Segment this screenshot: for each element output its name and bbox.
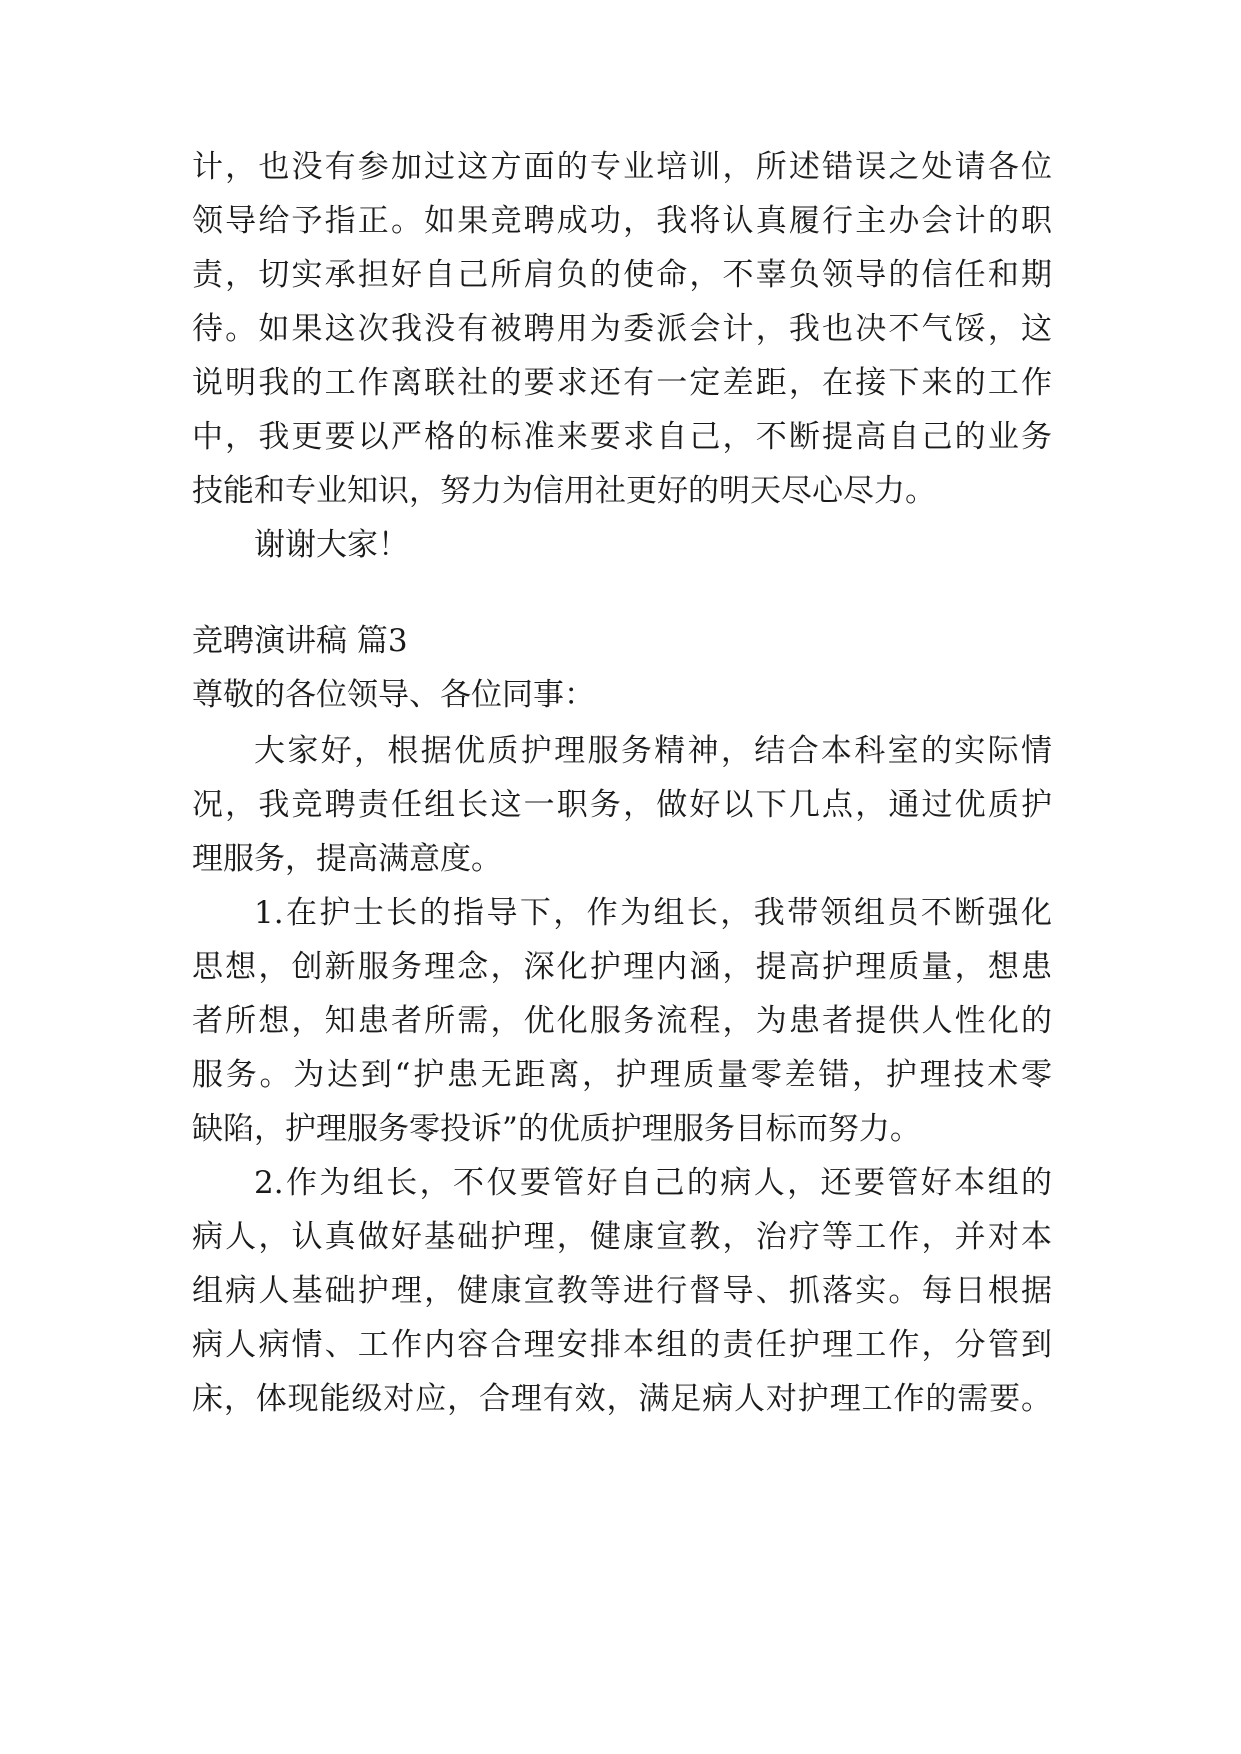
list-item-2-line-2: 病人，认真做好基础护理，健康宣教，治疗等工作，并对本 (192, 1219, 1052, 1255)
paragraph-line-6: 中，我更要以严格的标准来要求自己，不断提高自己的业务 (192, 419, 1052, 455)
paragraph-line-7: 技能和专业知识，努力为信用社更好的明天尽心尽力。 (192, 473, 936, 509)
list-item-1-line-5: 缺陷，护理服务零投诉”的优质护理服务目标而努力。 (192, 1111, 921, 1147)
paragraph-line-2: 领导给予指正。如果竞聘成功，我将认真履行主办会计的职 (192, 203, 1052, 239)
list-item-1-line-4: 服务。为达到“护患无距离，护理质量零差错，护理技术零 (192, 1057, 1052, 1093)
paragraph-line-3: 责，切实承担好自己所肩负的使命，不辜负领导的信任和期 (192, 257, 1052, 293)
list-item-2-line-5: 床，体现能级对应，合理有效，满足病人对护理工作的需要。 (192, 1381, 1052, 1417)
paragraph-line-5: 说明我的工作离联社的要求还有一定差距，在接下来的工作 (192, 365, 1052, 401)
section-heading: 竞聘演讲稿 篇3 (192, 623, 408, 659)
closing-thanks: 谢谢大家！ (254, 527, 409, 563)
salutation: 尊敬的各位领导、各位同事： (192, 677, 595, 713)
list-item-1-line-3: 者所想，知患者所需，优化服务流程，为患者提供人性化的 (192, 1003, 1052, 1039)
paragraph-line-4: 待。如果这次我没有被聘用为委派会计，我也决不气馁，这 (192, 311, 1052, 347)
paragraph-line-11: 况，我竞聘责任组长这一职务，做好以下几点，通过优质护 (192, 787, 1052, 823)
list-item-2-line-4: 病人病情、工作内容合理安排本组的责任护理工作，分管到 (192, 1327, 1052, 1363)
paragraph-line-1: 计，也没有参加过这方面的专业培训，所述错误之处请各位 (192, 149, 1052, 185)
list-item-1-line-1: 1.在护士长的指导下，作为组长，我带领组员不断强化 (254, 895, 1052, 931)
list-item-1-line-2: 思想，创新服务理念，深化护理内涵，提高护理质量，想患 (192, 949, 1052, 985)
list-item-2-line-1: 2.作为组长，不仅要管好自己的病人，还要管好本组的 (254, 1165, 1052, 1201)
paragraph-line-10: 大家好，根据优质护理服务精神，结合本科室的实际情 (254, 733, 1052, 769)
paragraph-line-12: 理服务，提高满意度。 (192, 841, 502, 877)
list-item-2-line-3: 组病人基础护理，健康宣教等进行督导、抓落实。每日根据 (192, 1273, 1052, 1309)
